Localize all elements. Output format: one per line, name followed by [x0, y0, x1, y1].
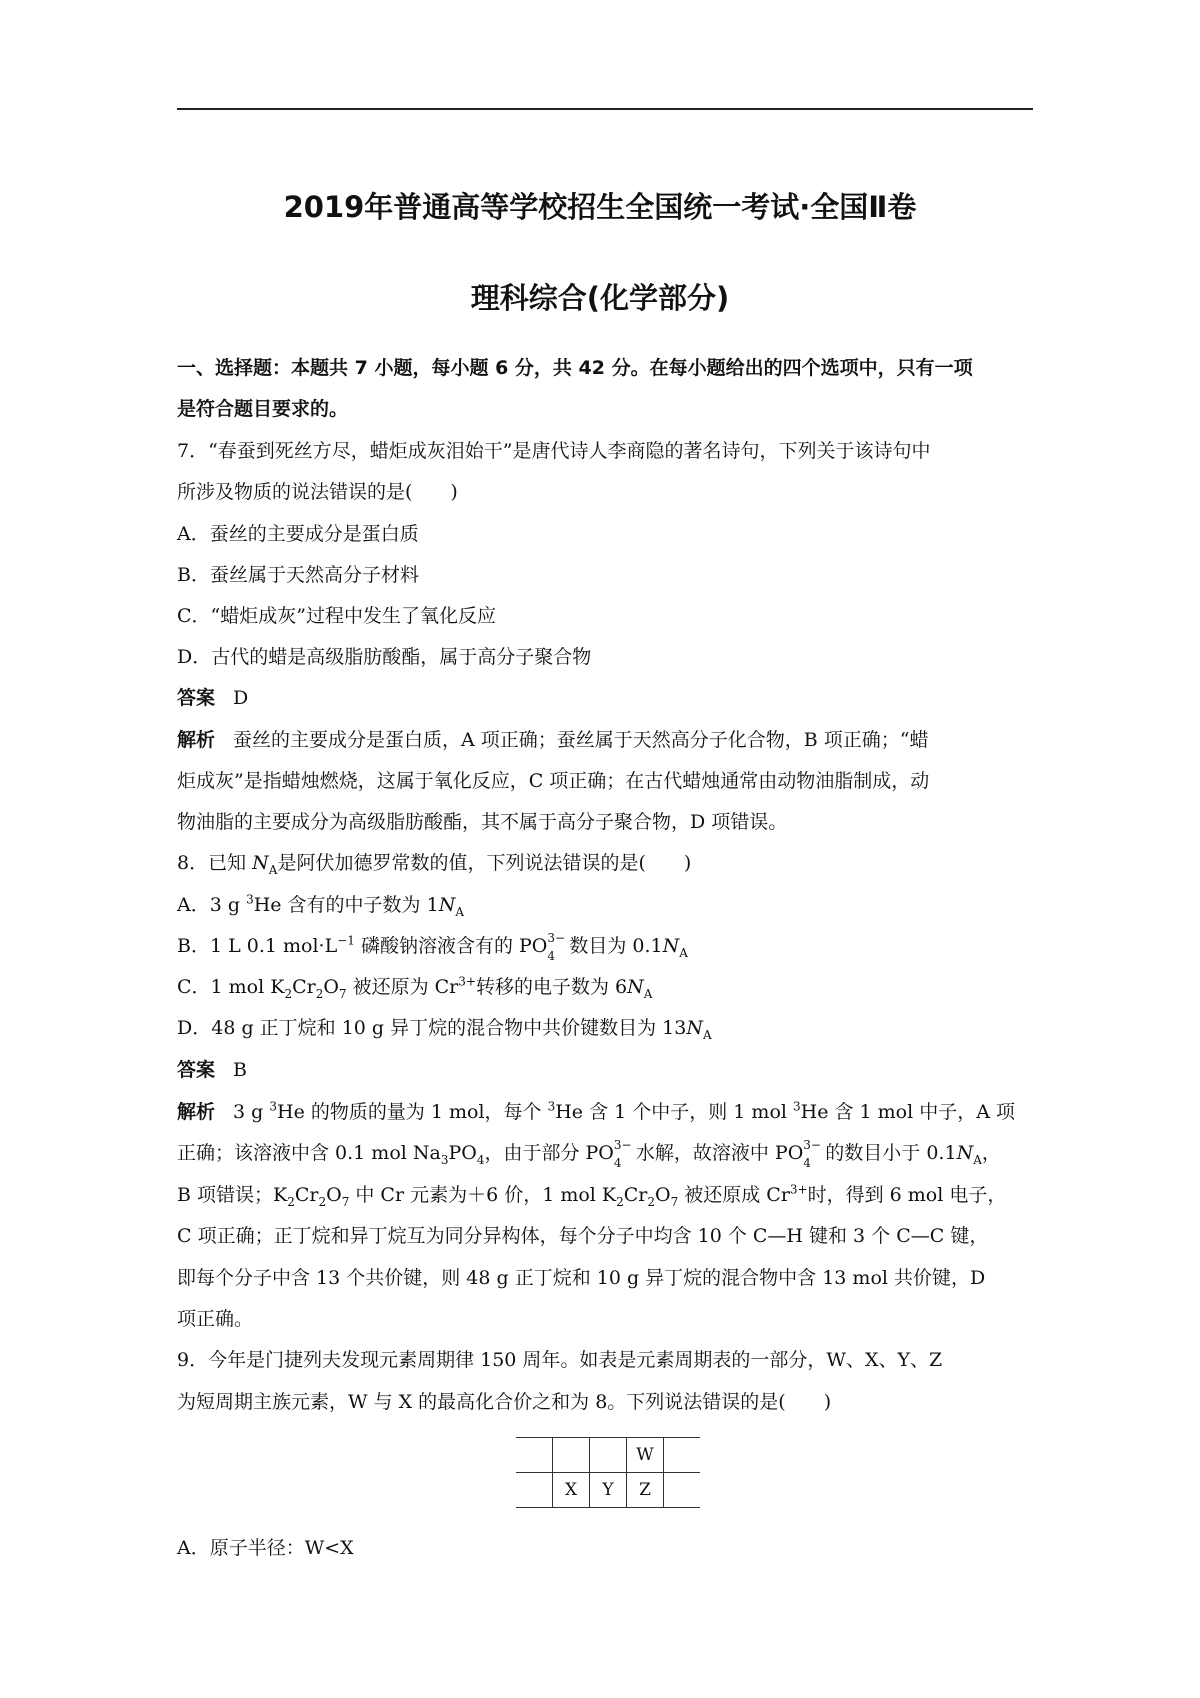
q8-answer [177, 1057, 247, 1083]
q8-analysis-line4: C 项正确；正丁烷和异丁烷互为同分异构体，每个分子中均含 10 个 C—H 键和 3 个 C—C 键， [177, 1225, 989, 1247]
q9-stem-line1: 9．今年是门捷列夫发现元素周期律 150 周年。如表是元素周期表的一部分，W、X、Y、Z [177, 1349, 943, 1371]
table-cell [516, 1438, 553, 1473]
q7-analysis-line2: 炬成灰”是指蜡烛燃烧，这属于氧化反应，C 项正确；在古代蜡烛通常由动物油脂制成，动 [177, 770, 930, 792]
analysis-label: 解析 [177, 1101, 216, 1123]
q8-option-a: A．3 g $^3$He 含有的中子数为 $1N_A$ [177, 892, 464, 919]
q9-option-a: A．原子半径：W<X [177, 1537, 354, 1559]
table-cell: Y [590, 1473, 627, 1508]
q8-stem: 8．已知 $N_A$是阿伏加德罗常数的值，下列说法错误的是( ) [177, 852, 692, 877]
periodic-table-fragment [516, 1437, 700, 1508]
section-heading-line1: 一、选择题：本题共 7 小题，每小题 6 分，共 42 分。在每小题给出的四个选项中，只有一项 [177, 357, 973, 379]
page-subtitle: 理科综合(化学部分) [470, 281, 730, 315]
q8-analysis-line3: B 项错误；$K_2Cr_2O_7$ 中 Cr 元素为＋6 价，1 mol $K_2Cr_2O_7$ 被还原成 $Cr^{3+}$时，得到 6 mol 电子， [177, 1182, 1007, 1209]
table-cell [553, 1438, 590, 1473]
q7-stem-line1: 7．“春蚕到死丝方尽，蜡炬成灰泪始干”是唐代诗人李商隐的著名诗句，下列关于该诗句中 [177, 440, 931, 462]
table-cell [590, 1438, 627, 1473]
answer-value: B [233, 1059, 247, 1081]
q7-option-d: D．古代的蜡是高级脂肪酸酯，属于高分子聚合物 [177, 646, 592, 668]
q7-option-a: A．蚕丝的主要成分是蛋白质 [177, 523, 419, 545]
q7-stem-line2: 所涉及物质的说法错误的是( ) [177, 481, 458, 503]
q7-option-c: C．“蜡炬成灰”过程中发生了氧化反应 [177, 605, 496, 627]
q7-option-b: B．蚕丝属于天然高分子材料 [177, 564, 419, 586]
q8-analysis-line2: 正确；该溶液中含 0.1 mol $Na_3PO_4$，由于部分 PO 3− 4 水解，故溶液中 PO 3− 4 的数目小于 $0.1N_A$， [177, 1138, 1001, 1170]
analysis-label: 解析 [177, 729, 216, 751]
q9-stem-line2: 为短周期主族元素，W 与 X 的最高化合价之和为 8。下列说法错误的是( ) [177, 1391, 832, 1413]
q8-analysis-line6: 项正确。 [177, 1308, 254, 1330]
q8-option-d: D．48 g 正丁烷和 10 g 异丁烷的混合物中共价键数目为 $13N_A$ [177, 1017, 712, 1042]
answer-label: 答案 [177, 1059, 216, 1081]
page-title: 2019年普通高等学校招生全国统一考试·全国Ⅱ卷 [283, 190, 917, 224]
table-row [516, 1438, 700, 1473]
section-heading-line2: 是符合题目要求的。 [177, 398, 349, 420]
table-cell [664, 1438, 701, 1473]
table-cell: X [553, 1473, 590, 1508]
table-row [516, 1473, 700, 1508]
q8-analysis-line5: 即每个分子中含 13 个共价键，则 48 g 正丁烷和 10 g 异丁烷的混合物中含 13 mol 共价键，D [177, 1267, 986, 1289]
q7-analysis-line3: 物油脂的主要成分为高级脂肪酸酯，其不属于高分子聚合物，D 项错误。 [177, 811, 788, 833]
q8-analysis-line1: 解析 3 g $^3$He 的物质的量为 1 mol，每个 $^3$He 含 1 个中子，则 1 mol $^3$He 含 1 mol 中子，A 项 [177, 1099, 1015, 1123]
analysis-text: 蚕丝的主要成分是蛋白质，A 项正确；蚕丝属于天然高分子化合物，B 项正确；“蜡 [233, 729, 929, 751]
q7-answer [177, 685, 248, 711]
table-cell: Z [627, 1473, 664, 1508]
table-cell [516, 1473, 553, 1508]
answer-value: D [233, 687, 249, 709]
table-cell: W [627, 1438, 664, 1473]
q8-option-c: C．1 mol $K_2Cr_2O_7$ 被还原为 $Cr^{3+}$转移的电子数为 $6N_A$ [177, 974, 653, 1001]
q7-analysis-line1 [177, 727, 929, 753]
header-rule [177, 108, 1033, 110]
answer-label: 答案 [177, 687, 216, 709]
table-cell [664, 1473, 701, 1508]
q8-option-b: B．1 L 0.1 $mol\cdot L^{-1}$ 磷酸钠溶液含有的 PO 3− 4 数目为 $0.1N_A$ [177, 931, 688, 963]
